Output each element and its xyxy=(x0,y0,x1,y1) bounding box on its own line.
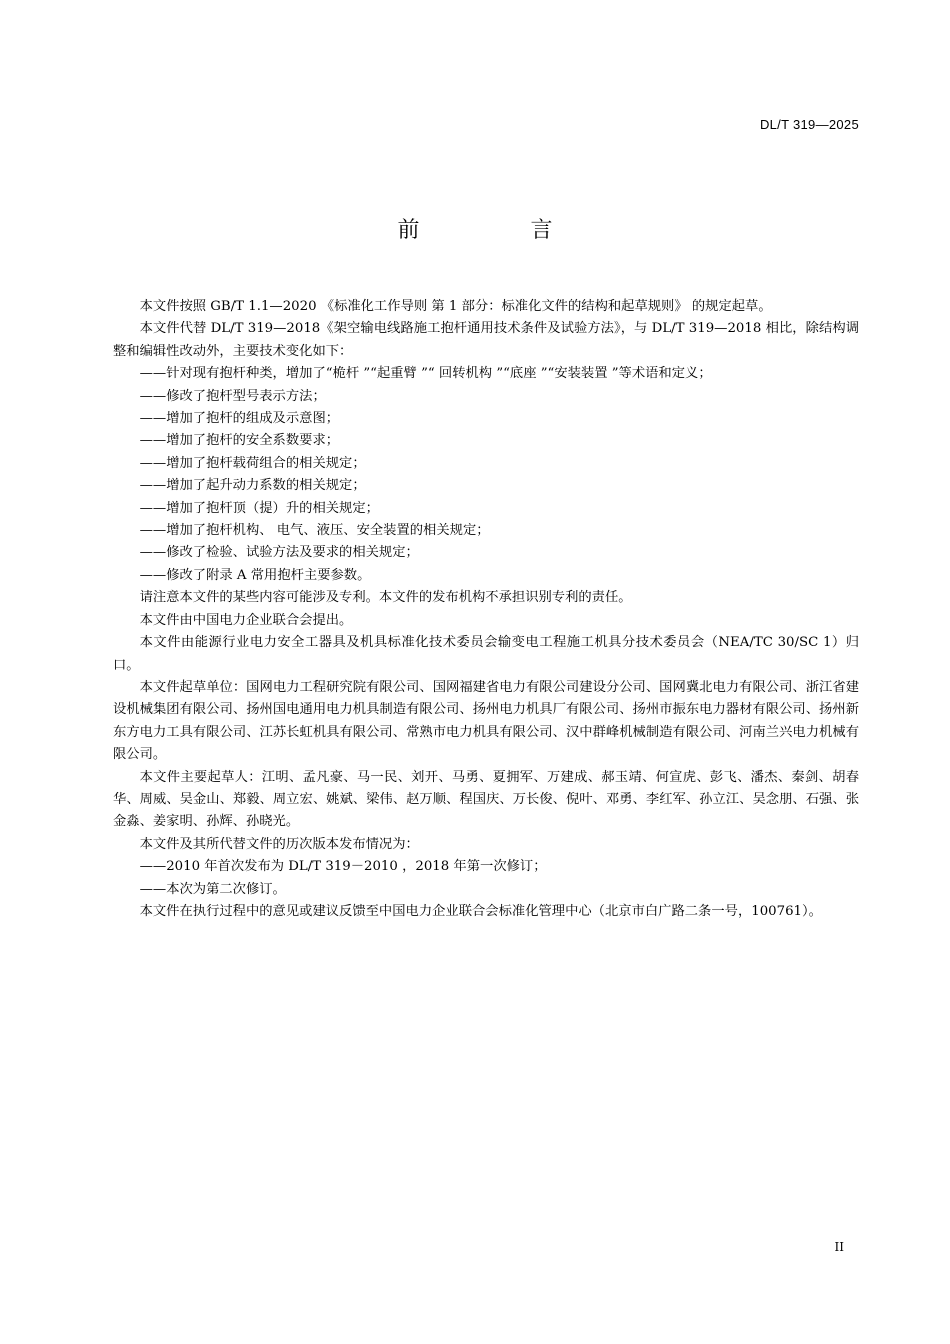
paragraph: 本文件代替 DL/T 319—2018《架空输电线路施工抱杆通用技术条件及试验方法》，与 DL/T 319—2018 相比，除结构调整和编辑性改动外，主要技术变化如下： xyxy=(113,321,859,359)
list-item: ——增加了起升动力系数的相关规定； xyxy=(139,478,366,494)
paragraph: 本文件起草单位：国网电力工程研究院有限公司、国网福建省电力有限公司建设分公司、国网冀北电力有限公司、浙江省建设机械集团有限公司、扬州国电通用电力机具制造有限公司、扬州电力机具厂有限公司、扬州市振东电力器材有限公司、扬州新东方电力工具有限公司、江苏长虹机具有限公司、常熟市电力机具有限公司、汉中群峰机械制造有限公司、河南兰兴电力机械有限公司。 xyxy=(113,679,859,763)
list-item: ——增加了抱杆载荷组合的相关规定； xyxy=(139,455,366,471)
list-item: ——针对现有抱杆种类，增加了“桅杆 ”“起重臂 ”“ 回转机构 ”“底座 ”“安装装置 ”等术语和定义； xyxy=(139,366,712,382)
paragraph: 本文件由能源行业电力安全工器具及机具标准化技术委员会输变电工程施工机具分技术委员会（NEA/TC 30/SC 1）归口。 xyxy=(113,635,859,673)
paragraph: 本文件及其所代替文件的历次版本发布情况为： xyxy=(139,836,419,852)
document-body xyxy=(113,296,859,923)
list-item: ——修改了抱杆型号表示方法； xyxy=(139,388,326,404)
list-item: ——增加了抱杆的组成及示意图； xyxy=(139,411,340,427)
list-item: ——增加了抱杆的安全系数要求； xyxy=(139,433,340,449)
paragraph: 本文件在执行过程中的意见或建议反馈至中国电力企业联合会标准化管理中心（北京市白广路二条一号，100761）。 xyxy=(139,903,822,919)
page-title: 前 言 xyxy=(397,218,605,243)
list-item: ——增加了抱杆顶（提）升的相关规定； xyxy=(139,500,379,516)
document-code: DL/T 319—2025 xyxy=(759,117,859,132)
list-item: ——修改了检验、试验方法及要求的相关规定； xyxy=(139,545,419,561)
paragraph: 请注意本文件的某些内容可能涉及专利。本文件的发布机构不承担识别专利的责任。 xyxy=(139,590,632,606)
paragraph: 本文件按照 GB/T 1.1—2020 《标准化工作导则 第 1 部分：标准化文件的结构和起草规则》 的规定起草。 xyxy=(139,299,772,314)
list-item: ——修改了附录 A 常用抱杆主要参数。 xyxy=(139,567,371,583)
paragraph: 本文件主要起草人：江明、孟凡豪、马一民、刘开、马勇、夏拥军、万建成、郝玉靖、何宣虎、彭飞、潘杰、秦剑、胡春华、周威、吴金山、郑毅、周立宏、姚斌、梁伟、赵万顺、程国庆、万长俊、倪叶、邓勇、李红军、孙立江、吴念朋、石强、张金淼、姜家明、孙辉、孙晓光。 xyxy=(113,769,859,830)
list-item: ——本次为第二次修订。 xyxy=(139,881,286,897)
page-number: II xyxy=(834,1240,844,1254)
list-item: ——2010 年首次发布为 DL/T 319－2010 ，2018 年第一次修订； xyxy=(139,859,547,875)
paragraph: 本文件由中国电力企业联合会提出。 xyxy=(139,612,353,628)
list-item: ——增加了抱杆机构、 电气、液压、安全装置的相关规定； xyxy=(139,523,490,539)
